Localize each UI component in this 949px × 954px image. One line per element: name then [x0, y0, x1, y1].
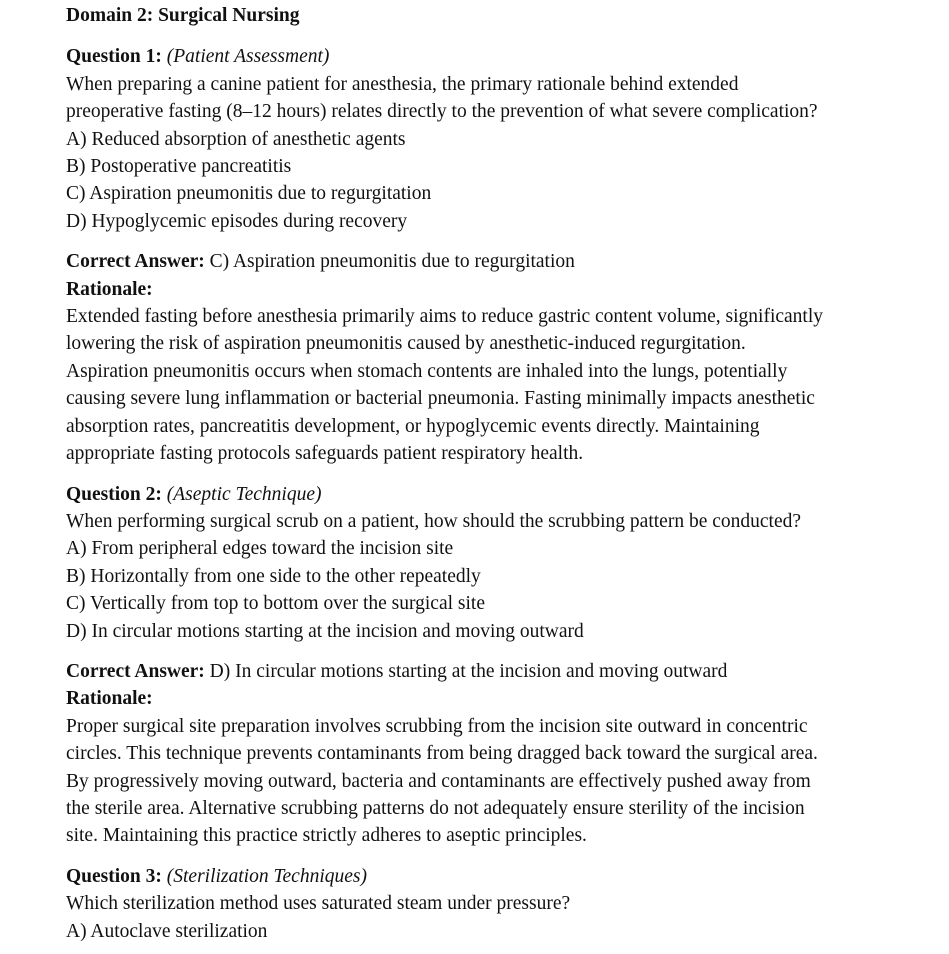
answer-rationale-2 [66, 658, 949, 850]
correct-answer-label: Correct Answer: [66, 251, 205, 273]
correct-answer-value: D) In circular motions starting at the incision and moving outward [209, 660, 728, 682]
answer-option: B) Horizontally from one side to the other repeatedly [66, 565, 481, 587]
correct-answer-value: C) Aspiration pneumonitis due to regurgitation [209, 251, 575, 273]
question-topic: (Sterilization Techniques) [166, 865, 367, 887]
correct-answer [66, 248, 949, 275]
rationale-line: lowering the risk of aspiration pneumonitis caused by anesthetic-induced regurgitation. [66, 333, 746, 355]
rationale-label: Rationale: [66, 278, 153, 300]
answer-option: A) Autoclave sterilization [66, 920, 268, 942]
question-topic: (Aseptic Technique) [166, 483, 322, 505]
rationale-line: site. Maintaining this practice strictly adheres to aseptic principles. [66, 825, 587, 847]
rationale-line: the sterile area. Alternative scrubbing patterns do not adequately ensure sterility of the incision [66, 797, 805, 819]
answer-option: A) Reduced absorption of anesthetic agents [66, 128, 406, 150]
question-topic: (Patient Assessment) [166, 46, 330, 68]
domain-title: Domain 2: Surgical Nursing [66, 5, 300, 26]
correct-answer [66, 658, 949, 685]
question-header [66, 481, 949, 508]
rationale-line: causing severe lung inflammation or bacterial pneumonia. Fasting minimally impacts anesthetic [66, 388, 815, 410]
answer-option: D) Hypoglycemic episodes during recovery [66, 210, 408, 232]
rationale-line: Proper surgical site preparation involves scrubbing from the incision site outward in concentric [66, 715, 808, 737]
question-label: Question 3: [66, 865, 162, 887]
answer-option: A) From peripheral edges toward the incision site [66, 538, 454, 560]
question-header [66, 43, 949, 70]
question-2 [66, 481, 949, 645]
question-stem-line: When performing surgical scrub on a patient, how should the scrubbing pattern be conducted? [66, 510, 802, 532]
answer-option: C) Aspiration pneumonitis due to regurgitation [66, 183, 432, 205]
question-3 [66, 863, 949, 945]
question-stem-line: preoperative fasting (8–12 hours) relates directly to the prevention of what severe complication? [66, 101, 818, 123]
question-label: Question 2: [66, 483, 162, 505]
question-1 [66, 43, 949, 235]
rationale-line: Aspiration pneumonitis occurs when stomach contents are inhaled into the lungs, potentially [66, 360, 788, 382]
question-header [66, 863, 949, 890]
question-stem-line: When preparing a canine patient for anesthesia, the primary rationale behind extended [66, 73, 739, 95]
rationale-line: By progressively moving outward, bacteria and contaminants are effectively pushed away from [66, 770, 811, 792]
rationale-line: absorption rates, pancreatitis development, or hypoglycemic events directly. Maintaining [66, 415, 760, 437]
question-label: Question 1: [66, 46, 162, 68]
rationale-line: Extended fasting before anesthesia primarily aims to reduce gastric content volume, significantly [66, 306, 824, 328]
rationale-line: appropriate fasting protocols safeguards patient respiratory health. [66, 443, 584, 465]
correct-answer-label: Correct Answer: [66, 660, 205, 682]
rationale-line: circles. This technique prevents contaminants from being dragged back toward the surgical area. [66, 743, 818, 765]
answer-option: C) Vertically from top to bottom over the surgical site [66, 593, 485, 615]
rationale-label: Rationale: [66, 688, 153, 710]
answer-rationale-1 [66, 248, 949, 467]
question-stem-line: Which sterilization method uses saturated steam under pressure? [66, 893, 571, 915]
answer-option: D) In circular motions starting at the incision and moving outward [66, 620, 584, 642]
answer-option: B) Postoperative pancreatitis [66, 156, 292, 178]
